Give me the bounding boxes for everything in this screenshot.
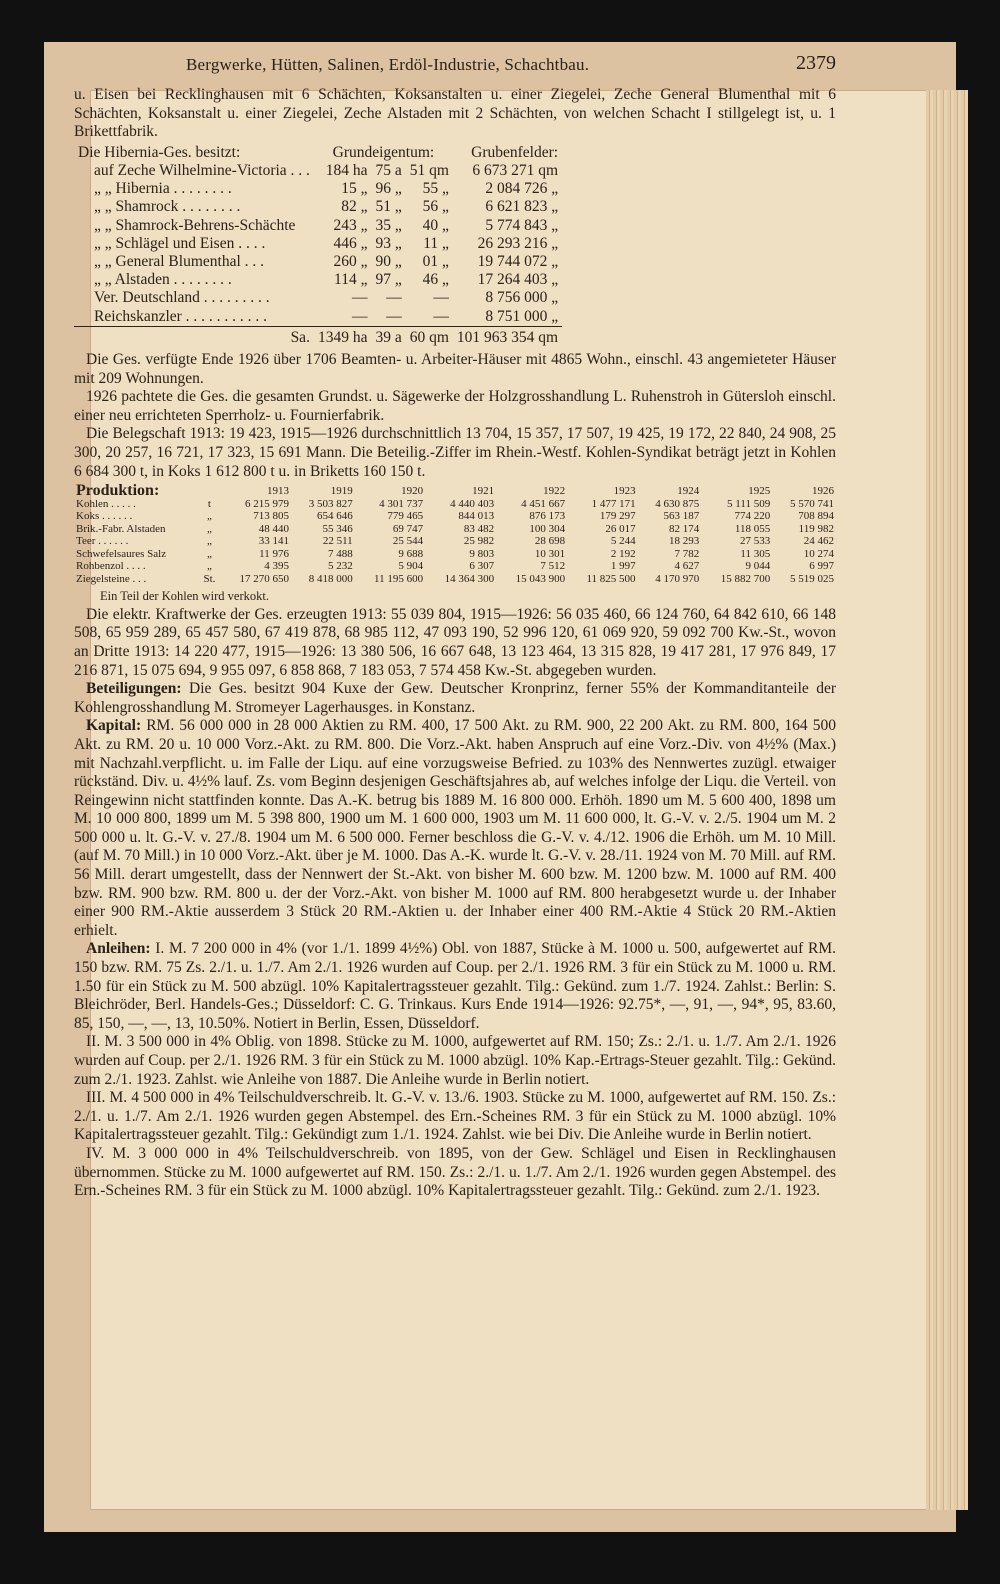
production-value: 2 192: [610, 547, 636, 560]
production-value: 119 982: [798, 522, 834, 535]
holding-qm: 11 „: [423, 234, 449, 252]
production-value: 24 462: [803, 535, 834, 548]
production-table: [74, 482, 836, 585]
production-value: 7 488: [327, 547, 353, 560]
holding-a: 97 „: [375, 271, 402, 289]
paragraph: [74, 1145, 836, 1201]
production-value: 8 418 000: [308, 572, 353, 585]
paragraph-text: Die Ges. besitzt 904 Kuxe der Gew. Deutscher Kronprinz, ferner 55% der Kommanditanteile der Kohlengrosshandlung M. Stromeyer Lagerhausges. in Konstanz.: [74, 680, 837, 716]
holding-a: 75 a: [375, 161, 402, 179]
product-unit: „: [207, 547, 212, 560]
production-value: 5 244: [610, 535, 636, 548]
unit-col: [199, 485, 220, 498]
production-value: 11 195 600: [374, 572, 424, 585]
holding-ha: 15 „: [341, 180, 368, 198]
sum-label: Sa.: [74, 326, 314, 347]
paragraph-text: IV. M. 3 000 000 in 4% Teilschuldverschreib. von 1895, von der Gew. Schlägel und Eisen in Recklinghausen übernommen. Stücke zu M. 1000 aufgewertet auf RM. 150. Zs.: 2./1. u. 1./7. Am 2./1. 1926 wurden gegen Abstempel. des Ern.-Scheines RM. 3 für ein Stück zu M. 1000 abzügl. 10% Kapitalertragssteuer gezahlt. Tilg.: Gekünd. zum 2./1. 1923.: [74, 1144, 836, 1200]
holding-qm: —: [433, 307, 449, 325]
production-value: 48 440: [258, 522, 289, 535]
production-value: 9 688: [398, 547, 424, 560]
production-value: 9 044: [745, 560, 771, 573]
production-value: 6 997: [809, 560, 834, 573]
holding-ha: 260 „: [333, 253, 368, 270]
holding-felder: 2 084 726 „: [485, 180, 559, 198]
holding-a: 35 „: [375, 216, 402, 234]
holding-a: —: [386, 289, 402, 307]
holding-felder: 8 751 000 „: [485, 307, 559, 325]
production-value: 654 646: [316, 510, 353, 523]
holding-qm: 46 „: [422, 271, 449, 289]
holding-felder: 6 621 823 „: [485, 198, 559, 216]
production-value: 563 187: [663, 510, 700, 523]
production-value: 11 825 500: [586, 572, 636, 585]
year-header: 1923: [613, 485, 636, 498]
holdings-header: [74, 144, 562, 162]
production-value: 69 747: [392, 522, 424, 535]
holdings-row: [74, 289, 562, 307]
holdings-row: [74, 271, 562, 289]
production-value: 1 997: [610, 560, 636, 573]
production-value: 25 982: [463, 535, 495, 548]
holding-name: „ „ Shamrock-Behrens-Schächte: [94, 216, 296, 234]
holdings-col-gruben: Grubenfelder:: [471, 143, 559, 161]
production-value: 3 503 827: [308, 497, 353, 510]
product-unit: „: [207, 560, 212, 573]
year-header: 1924: [677, 485, 700, 498]
production-header: [74, 485, 836, 498]
section-lead: Beteiligungen:: [86, 680, 182, 698]
production-value: 15 882 700: [720, 572, 771, 585]
production-row: [74, 498, 836, 511]
product-name: Teer . . . . . .: [76, 535, 129, 548]
holding-ha: —: [351, 307, 368, 325]
holdings-row: [74, 308, 562, 327]
holding-a: 90 „: [375, 253, 402, 270]
holding-a: 51 „: [375, 198, 402, 216]
year-header: 1922: [543, 485, 566, 498]
holding-a: 93 „: [375, 234, 402, 252]
holding-name: Reichskanzler . . . . . . . . . . .: [94, 307, 268, 325]
production-value: 26 017: [605, 522, 636, 535]
production-value: 11 305: [740, 547, 771, 560]
holding-a: 96 „: [375, 180, 402, 198]
holding-ha: —: [351, 289, 368, 307]
production-value: 118 055: [734, 522, 771, 535]
production-value: 4 630 875: [655, 497, 700, 510]
production-value: 5 904: [398, 560, 424, 573]
year-header: 1926: [812, 485, 834, 498]
production-value: 14 364 300: [444, 572, 495, 585]
production-value: 22 511: [322, 535, 353, 548]
section-lead: Anleihen:: [86, 940, 151, 958]
product-name: Brik.-Fabr. Alstaden: [76, 522, 166, 535]
production-value: 11 976: [259, 547, 289, 560]
paragraph: [74, 1089, 836, 1145]
holding-qm: 56 „: [422, 198, 449, 216]
paragraph-text: Die elektr. Kraftwerke der Ges. erzeugten 1913: 55 039 804, 1915—1926: 56 035 460, 66 124 760, 64 842 610, 66 148 508, 65 959 289, 65 457 580, 67 419 878, 68 985 112, 47 093 190, 52 996 120, 61 069 920, 59 092 700 Kw.-St., wovon an Dritte 1913: 14 220 477, 1915—1926: 13 380 506, 16 667 648, 13 123 464, 13 315 828, 19 417 281, 17 976 849, 17 216 871, 15 075 694, 9 955 097, 6 858 868, 7 183 053, 7 574 458 Kw.-St. abgegeben wurden.: [74, 605, 836, 679]
sum-a: 39 a: [371, 326, 405, 347]
production-value: 5 111 509: [727, 497, 771, 510]
holding-name: „ „ Schlägel und Eisen . . . .: [94, 234, 266, 252]
paragraph: [74, 680, 836, 717]
production-value: 6 215 979: [245, 497, 289, 510]
holding-name: „ „ Hibernia . . . . . . . .: [94, 180, 232, 198]
holding-ha: 446 „: [333, 234, 368, 252]
production-value: 5 519 025: [790, 572, 834, 585]
production-row: [74, 510, 836, 523]
product-unit: „: [207, 522, 212, 535]
production-value: 6 307: [469, 560, 495, 573]
paragraph-text: RM. 56 000 000 in 28 000 Aktien zu RM. 400, 17 500 Akt. zu RM. 900, 22 200 Akt. zu RM. 800, 164 500 Akt. zu RM. 20 u. 10 000 Vorz.-Akt. zu RM. 800. Die Vorz.-Akt. haben Anspruch auf eine Vorz.-Div. von 4½% (Max.) mit Nachzahl.verpflicht. u. im Falle der Liqu. auf eine vorzugsweise Befried. zu 103% des Nennwertes zuzügl. etwaiger rückständ. Div. u. 4½% lauf. Zs. vom Beginn desjenigen Geschäftsjahres ab, auf welches infolge der Liqu. die Verteil. von Reingewinn nicht stattfinden konnte. Das A.-K. betrug bis 1889 M. 16 800 000. Erhöh. 1890 um M. 5 600 400, 1898 um M. 10 000 800, 1899 um M. 5 398 800, 1900 um M. 1 600 000, 1903 um M. 11 600 000, lt. G.-V. v. 2./5. 1904 um M. 2 500 000 u. lt. G.-V. v. 27./8. 1904 um M. 6 500 000. Ferner beschloss die G.-V. v. 4./12. 1906 die Erhöh. um M. 10 Mill. (auf M. 70 Mill.) in 10 000 Vorz.-Akt. über je M. 1000. Das A.-K. wurde lt. G.-V. v. 28./11. 1924 von M. 70 Mill. auf RM. 56 Mill. derart umgestellt, dass der Nennwert der St.-Akt. von bisher M. 600 bzw. M. 1200 bzw. M. 1000 auf RM. 400 bzw. RM. 900 bzw. RM. 800 u. der der Vorz.-Akt. von bisher M. 1000 auf RM. 800 herabgesetzt wurde u. der Inhaber einer 900 RM.-Aktie ausserdem 3 Stück 20 RM.-Aktien u. der Inhaber einer 400 RM.-Aktie 4 Stück 20 RM.-Aktien erhielt.: [74, 717, 836, 939]
paragraph: Die Ges. verfügte Ende 1926 über 1706 Beamten- u. Arbeiter-Häuser mit 4865 Wohn., einschl. 43 angemieteter Häuser mit 209 Wohnungen.: [74, 351, 836, 387]
production-value: 4 395: [264, 560, 289, 573]
production-value: 179 297: [599, 510, 636, 523]
paragraph-text: II. M. 3 500 000 in 4% Oblig. von 1898. Stücke zu M. 1000, aufgewertet auf RM. 150; Zs.: 2./1. u. 1./7. Am 2./1. 1926 wurden auf Coup. per 2./1. 1926 RM. 3 für ein Stück zu M. 1000 abzügl. 10% Kap.-Ertrags-Steuer gezahlt. Tilg.: Gekünd. zum 2./1. 1923. Zahlst. wie Anleihe von 1887. Die Anleihe wurde in Berlin notiert.: [74, 1033, 836, 1088]
production-row: [74, 535, 836, 548]
production-value: 708 894: [798, 510, 834, 523]
holdings-row: [74, 198, 562, 216]
production-value: 28 698: [534, 535, 566, 548]
year-header: 1913: [267, 485, 289, 498]
production-value: 5 570 741: [790, 497, 834, 510]
production-value: 55 346: [322, 522, 353, 535]
holding-felder: 26 293 216 „: [477, 234, 559, 252]
paragraph-text: III. M. 4 500 000 in 4% Teilschuldverschreib. lt. G.-V. v. 13./6. 1903. Stücke zu M. 1000, aufgewertet auf RM. 150. Zs.: 2./1. u. 1./7. Am 2./1. 1926 wurden gegen Abstempel. des Ern.-Scheines RM. 3 für ein Stück zu M. 1000 abzügl. 10% Kapitalertragssteuer gezahlt. Tilg.: Gekündigt zum 1./1. 1924. Zahlst. wie bei Div. Die Anleihe wurde in Berlin notiert.: [74, 1089, 836, 1144]
production-value: 25 544: [392, 535, 424, 548]
year-header: 1920: [401, 485, 424, 498]
production-rows: [74, 498, 836, 586]
holdings-sum: [74, 326, 562, 347]
production-value: 1 477 171: [591, 497, 636, 510]
holding-ha: 114 „: [334, 271, 368, 289]
production-value: 83 482: [463, 522, 495, 535]
production-label: Produktion:: [76, 482, 160, 500]
holding-name: auf Zeche Wilhelmine-Victoria . . .: [94, 161, 310, 179]
paragraph: [74, 1033, 836, 1089]
header-title: Bergwerke, Hütten, Salinen, Erdöl-Industrie, Schachtbau.: [186, 55, 590, 74]
production-value: 17 270 650: [239, 572, 289, 585]
holding-qm: 40 „: [422, 216, 449, 234]
product-name: Rohbenzol . . . .: [76, 560, 146, 573]
holdings-row: [74, 180, 562, 198]
holding-qm: 51 qm: [409, 161, 449, 179]
page-content: [74, 52, 837, 1201]
year-header: 1925: [748, 485, 771, 498]
production-value: 7 782: [674, 547, 700, 560]
holdings-label: Die Hibernia-Ges. besitzt:: [78, 143, 241, 161]
holding-qm: —: [433, 289, 449, 307]
production-value: 27 533: [739, 535, 771, 548]
holdings-row: [74, 253, 562, 271]
product-name: Ziegelsteine . . .: [76, 572, 147, 585]
production-value: 4 451 667: [521, 497, 566, 510]
paragraph: [74, 717, 836, 940]
product-unit: St.: [203, 572, 216, 585]
holdings-row: [74, 162, 562, 180]
holding-felder: 5 774 843 „: [485, 216, 559, 234]
paragraph-text: I. M. 7 200 000 in 4% (vor 1./1. 1899 4½%) Obl. von 1887, Stücke à M. 1000 u. 500, aufgewertet auf RM. 150 bzw. RM. 75 Zs. 2./1. u. 1./7. Am 2./1. 1926 wurden auf Coup. per 2./1. 1926 RM. 3 für ein Stück zu M. 1000 u. RM. 1.50 für ein Stück zu M. 500 abzügl. 10% Kapitalertragssteuer gezahlt. Tilg.: Gekünd. zum 1./7. 1924. Zahlst.: Berlin: S. Bleichröder, Berl. Handels-Ges.; Düsseldorf: C. G. Trinkaus. Kurs Ende 1914—1926: 92.75*, —, 91, —, 94*, 95, 83.60, 85, 150, —, —, 13, 10.50%. Notiert in Berlin, Essen, Düsseldorf.: [74, 940, 836, 1032]
product-unit: „: [207, 510, 212, 523]
intro-paragraph: u. Eisen bei Recklinghausen mit 6 Schächten, Koksanstalten u. einer Ziegelei, Zeche General Blumenthal mit 6 Schächten, Koksanstalt u. einer Ziegelei, Zeche Alstaden mit 2 Schächten, von welchen Schacht I stillgelegt ist, u. 1 Brikettfabrik.: [74, 86, 836, 141]
product-name: Schwefelsaures Salz: [76, 547, 167, 560]
paragraphs-1: [74, 351, 836, 481]
holding-felder: 6 673 271 qm: [472, 161, 559, 179]
production-value: 100 304: [529, 522, 566, 535]
product-name: Kohlen . . . . .: [76, 497, 136, 510]
holding-name: Ver. Deutschland . . . . . . . . .: [94, 289, 270, 307]
production-value: 10 301: [534, 547, 566, 560]
product-name: Koks . . . . . .: [76, 510, 133, 523]
production-value: 774 220: [734, 510, 771, 523]
holdings-col-grund: Grundeigentum:: [332, 143, 435, 161]
holding-name: „ „ Shamrock . . . . . . . .: [94, 198, 241, 216]
holdings-rows: [74, 162, 562, 326]
production-value: 4 170 970: [655, 572, 700, 585]
production-value: 779 465: [387, 510, 424, 523]
holding-name: „ „ General Blumenthal . . .: [94, 253, 265, 270]
sum-ha: 1349 ha: [314, 326, 372, 347]
production-row: [74, 560, 836, 573]
production-value: 9 803: [469, 547, 495, 560]
paragraph: Die Belegschaft 1913: 19 423, 1915—1926 durchschnittlich 13 704, 15 357, 17 507, 19 425, 19 172, 22 840, 24 908, 25 300, 20 257, 16 721, 17 323, 15 691 Mann. Die Beteilig.-Ziffer im Rhein.-Westf. Kohlen-Syndikat beträgt jetzt in Kohlen 6 684 300 t, in Koks 1 612 800 t u. in Briketts 160 150 t.: [74, 425, 836, 480]
paragraphs-2: [74, 606, 836, 1201]
production-row: [74, 548, 836, 561]
production-value: 844 013: [458, 510, 495, 523]
running-header: [74, 52, 836, 86]
holding-a: —: [386, 307, 402, 325]
production-value: 876 173: [529, 510, 566, 523]
product-unit: „: [207, 535, 212, 548]
production-value: 18 293: [669, 535, 700, 548]
production-value: 15 043 900: [515, 572, 566, 585]
holdings-table: [74, 144, 562, 347]
production-value: 82 174: [669, 522, 700, 535]
holding-ha: 82 „: [341, 198, 368, 216]
production-row: [74, 523, 836, 536]
production-row: [74, 573, 836, 586]
holding-ha: 184 ha: [325, 161, 368, 179]
holding-name: „ „ Alstaden . . . . . . . .: [94, 271, 232, 289]
holdings-row: [74, 217, 562, 235]
holding-qm: 01 „: [422, 253, 449, 270]
holding-qm: 55 „: [422, 180, 449, 198]
production-value: 7 512: [540, 560, 566, 573]
holding-felder: 17 264 403 „: [477, 271, 559, 289]
production-value: 33 141: [258, 535, 289, 548]
page-number: 2379: [796, 52, 836, 74]
product-unit: t: [207, 497, 211, 510]
production-value: 4 627: [674, 560, 700, 573]
holdings-row: [74, 235, 562, 253]
paragraph: 1926 pachtete die Ges. die gesamten Grundst. u. Sägewerke der Holzgrosshandlung L. Ruhenstroh in Gütersloh einschl. einer neu errichteten Sperrholz- u. Fournierfabrik.: [74, 388, 836, 424]
page-edge: [926, 90, 968, 1510]
paragraph: [74, 940, 836, 1033]
year-header: 1921: [472, 485, 495, 498]
holding-ha: 243 „: [333, 216, 368, 234]
production-value: 4 440 403: [450, 497, 495, 510]
production-value: 5 232: [327, 560, 353, 573]
production-value: 4 301 737: [379, 497, 424, 510]
year-header: 1919: [330, 485, 353, 498]
production-value: 10 274: [803, 547, 834, 560]
sum-qm: 60 qm: [406, 326, 453, 347]
holding-felder: 19 744 072 „: [477, 253, 559, 270]
sum-felder: 101 963 354 qm: [453, 326, 562, 347]
production-note: Ein Teil der Kohlen wird verkokt.: [100, 589, 269, 604]
holding-felder: 8 756 000 „: [485, 289, 559, 307]
section-lead: Kapital:: [86, 717, 142, 735]
paragraph: [74, 606, 836, 680]
production-value: 713 805: [253, 510, 289, 523]
